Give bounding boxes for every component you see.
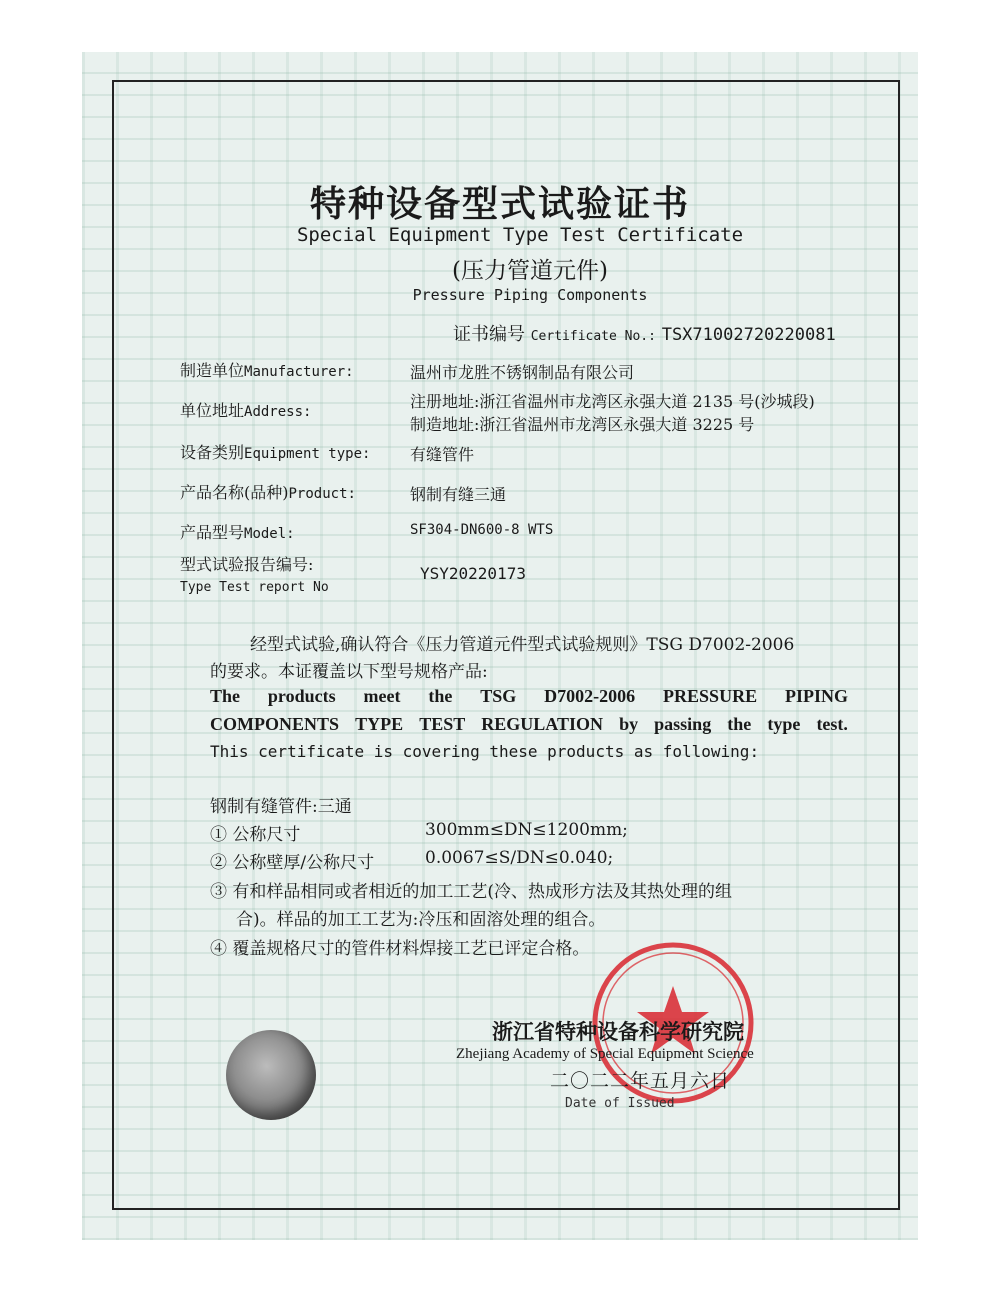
- statement-en-line2-word: passing: [654, 714, 712, 734]
- statement-cn-line1: 经型式试验,确认符合《压力管道元件型式试验规则》TSG D7002-2006: [250, 635, 795, 655]
- subtitle-chinese: (压力管道元件): [452, 258, 608, 284]
- coverage-item2-value: 0.0067≤S/DN≤0.040;: [425, 848, 614, 868]
- statement-en-line2-word: type: [767, 714, 801, 734]
- address-label-en: Address:: [244, 404, 312, 420]
- statement-en-line1-word: PRESSURE: [663, 686, 758, 706]
- manufacturer-value: 温州市龙胜不锈钢制品有限公司: [410, 363, 635, 382]
- product-label-cn: 产品名称(品种): [180, 483, 289, 502]
- statement-en-line3: This certificate is covering these products as following:: [210, 742, 760, 761]
- statement-en-line1-word: meet: [363, 686, 401, 706]
- statement-en-line2-word: TEST: [419, 714, 466, 734]
- statement-en-line2-word: COMPONENTS: [210, 714, 340, 734]
- issuer-name-en: Zhejiang Academy of Special Equipment Science: [456, 1046, 754, 1062]
- manufacturing-address: 制造地址:浙江省温州市龙湾区永强大道 3225 号: [410, 415, 755, 434]
- issuer-name-cn: 浙江省特种设备科学研究院: [492, 1019, 744, 1044]
- model-label-en: Model:: [244, 526, 295, 542]
- statement-en-line1-word: PIPING: [784, 686, 848, 706]
- address-label: [180, 398, 311, 421]
- statement-cn-line2: 的要求。本证覆盖以下型号规格产品:: [210, 662, 488, 682]
- statement-en-line2-word: test.: [816, 714, 848, 734]
- report-label-en-text: Type Test report No: [180, 580, 329, 595]
- statement-en-line1: [210, 686, 848, 707]
- issue-date-cn: 二〇二二年五月六日: [550, 1070, 731, 1092]
- subtitle-english: Pressure Piping Components: [412, 286, 648, 304]
- coverage-item2-label: ② 公称壁厚/公称尺寸: [210, 853, 375, 873]
- coverage-heading: 钢制有缝管件:三通: [210, 797, 352, 817]
- title-english: Special Equipment Type Test Certificate: [296, 224, 744, 246]
- report-label-en: [180, 576, 329, 595]
- manufacturer-label: [180, 358, 354, 381]
- statement-en-line2-word: the: [727, 714, 752, 734]
- address-label-cn: 单位地址: [180, 401, 245, 420]
- coverage-item4: ④ 覆盖规格尺寸的管件材料焊接工艺已评定合格。: [210, 939, 590, 959]
- model-label-cn: 产品型号: [180, 523, 245, 542]
- certificate-number-row: [453, 320, 836, 346]
- manufacturer-label-cn: 制造单位: [180, 361, 245, 380]
- product-label: [180, 480, 356, 503]
- issue-date-label-en: Date of Issued: [565, 1096, 675, 1111]
- coverage-item3-line1: ③ 有和样品相同或者相近的加工工艺(冷、热成形方法及其热处理的组: [210, 882, 733, 902]
- statement-en-line1-word: the: [428, 686, 453, 706]
- coverage-item1-value: 300mm≤DN≤1200mm;: [425, 820, 628, 840]
- equipment-type-label: [180, 440, 370, 463]
- certificate-number-label-cn: 证书编号: [453, 324, 525, 345]
- statement-en-line1-word: TSG: [480, 686, 517, 706]
- model-label: [180, 520, 295, 543]
- certificate-number-label-en: Certificate No.:: [530, 329, 656, 344]
- model-value: SF304-DN600-8 WTS: [410, 522, 554, 538]
- manufacturer-label-en: Manufacturer:: [244, 364, 354, 380]
- statement-en-line2-word: by: [619, 714, 639, 734]
- registered-address: 注册地址:浙江省温州市龙湾区永强大道 2135 号(沙城段): [410, 392, 815, 411]
- certificate-number-value: TSX71002720220081: [661, 325, 836, 345]
- equipment-type-label-en: Equipment type:: [244, 446, 371, 462]
- product-value: 钢制有缝三通: [410, 485, 507, 504]
- coverage-item1-label: ① 公称尺寸: [210, 825, 301, 845]
- statement-en-line1-word: products: [267, 686, 336, 706]
- coverage-item3-line2: 合)。样品的加工工艺为:冷压和固溶处理的组合。: [236, 910, 606, 930]
- statement-en-line2-word: TYPE: [355, 714, 404, 734]
- equipment-type-label-cn: 设备类别: [180, 443, 245, 462]
- statement-en-line2-word: REGULATION: [481, 714, 603, 734]
- embossed-medal-icon: [226, 1030, 316, 1120]
- report-label-cn: 型式试验报告编号:: [180, 555, 314, 574]
- statement-en-line1-word: D7002-2006: [544, 686, 636, 706]
- statement-en-line2: [210, 714, 848, 735]
- title-chinese: 特种设备型式试验证书: [309, 183, 690, 225]
- equipment-type-value: 有缝管件: [410, 445, 475, 464]
- product-label-en: Product:: [288, 486, 356, 502]
- report-value: YSY20220173: [420, 564, 526, 583]
- statement-en-line1-word: The: [210, 686, 241, 706]
